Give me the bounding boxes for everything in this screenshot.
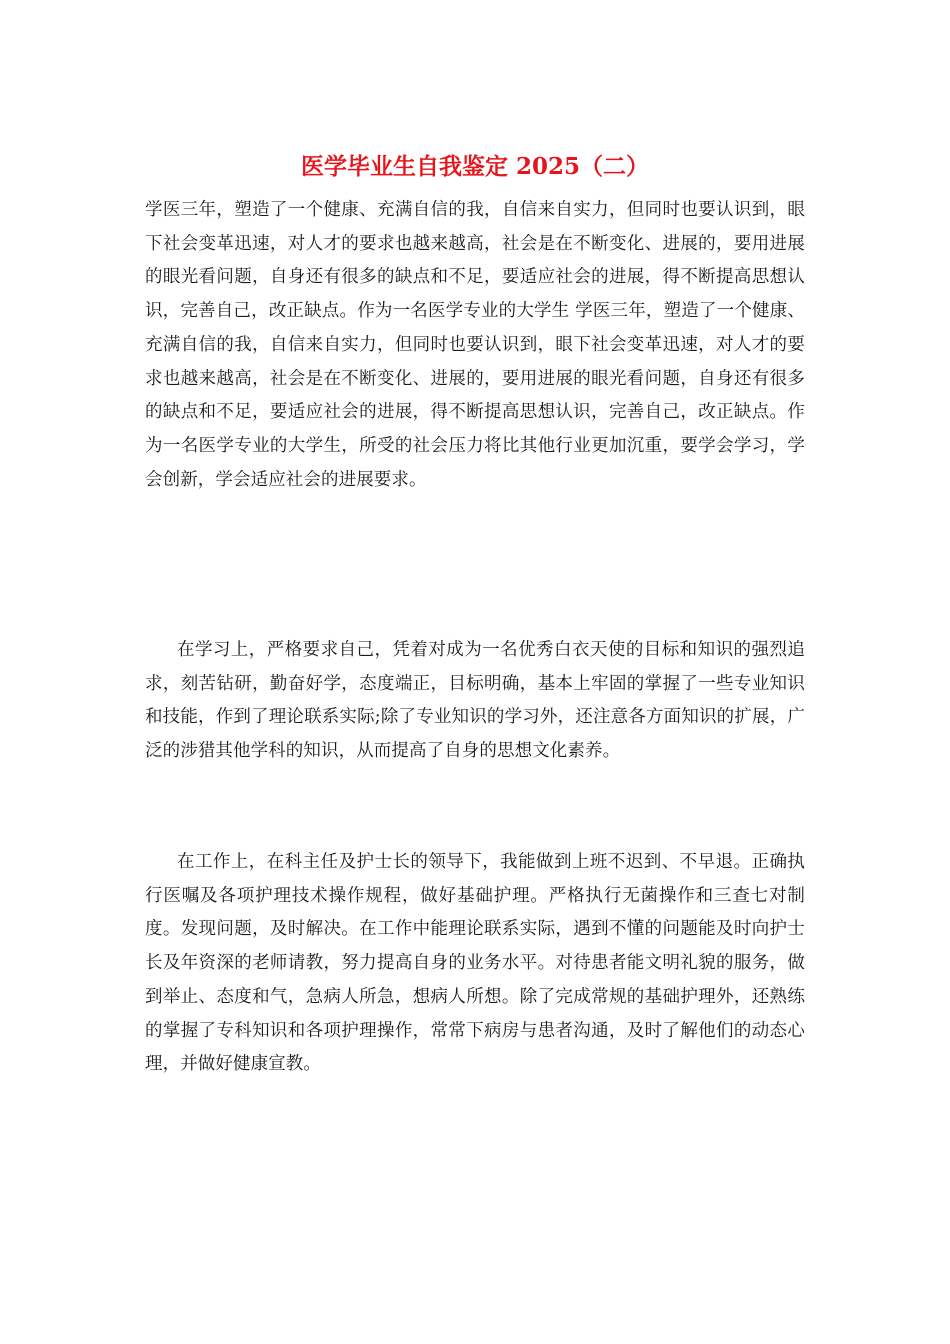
paragraph-work: 在工作上，在科主任及护士长的领导下，我能做到上班不迟到、不早退。正确执行医嘱及各项护理技术操作规程，做好基础护理。严格执行无菌操作和三查七对制度。发现问题，及时解决。在工作中能理论联系实际，遇到不懂的问题能及时向护士长及年资深的老师请教，努力提高自身的业务水平。对待患者能文明礼貌的服务，做到举止、态度和气，急病人所急，想病人所想。除了完成常规的基础护理外，还熟练的掌握了专科知识和各项护理操作，常常下病房与患者沟通，及时了解他们的动态心理，并做好健康宣教。 [145, 852, 805, 1075]
paragraph-intro: 学医三年，塑造了一个健康、充满自信的我，自信来自实力，但同时也要认识到，眼下社会变革迅速，对人才的要求也越来越高，社会是在不断变化、进展的，要用进展的眼光看问题，自身还有很多的缺点和不足，要适应社会的进展，得不断提高思想认识，完善自己，改正缺点。作为一名医学专业的大学生 学医三年，塑造了一个健康、充满自信的我，自信来自实力，但同时也要认识到，眼下社会变革迅速，对人才的要求也越来越高，社会是在不断变化、进展的，要用进展的眼光看问题，自身还有很多的缺点和不足，要适应社会的进展，得不断提高思想认识，完善自己，改正缺点。作为一名医学专业的大学生，所受的社会压力将比其他行业更加沉重，要学会学习，学会创新，学会适应社会的进展要求。 [145, 200, 805, 490]
paragraph-study: 在学习上，严格要求自己，凭着对成为一名优秀白衣天使的目标和知识的强烈追求，刻苦钻研，勤奋好学，态度端正，目标明确，基本上牢固的掌握了一些专业知识和技能，作到了理论联系实际;除了专业知识的学习外，还注意各方面知识的扩展，广泛的涉猎其他学科的知识，从而提高了自身的思想文化素养。 [145, 640, 805, 762]
document-title: 医学毕业生自我鉴定 2025（二） [300, 153, 650, 180]
